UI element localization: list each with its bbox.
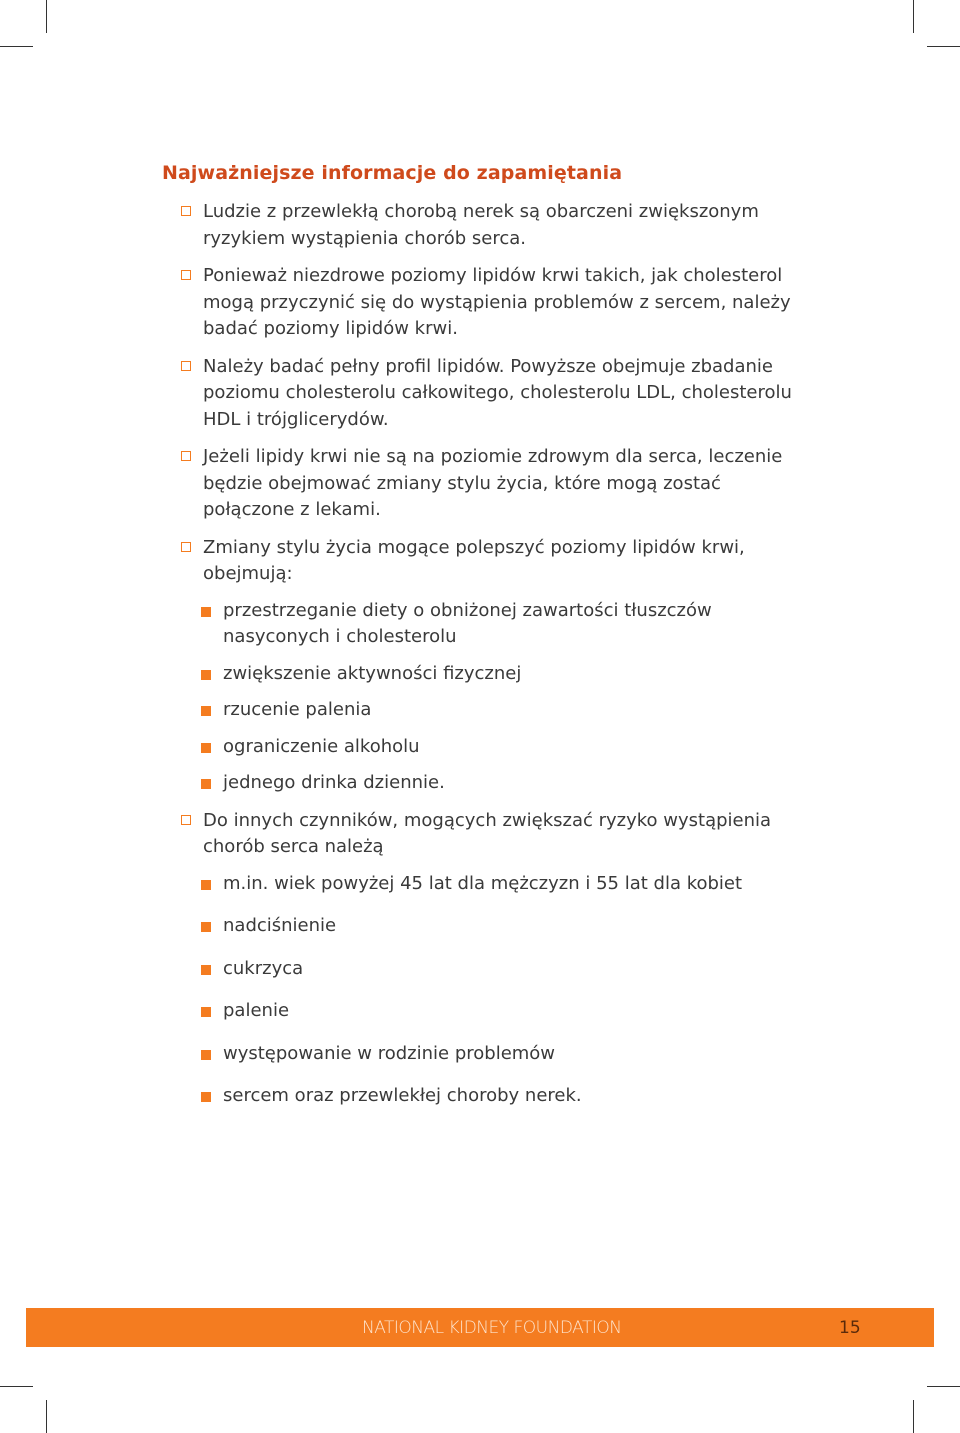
list-item-text: Ponieważ niezdrowe poziomy lipidów krwi takich, jak cholesterol mogą przyczynić się do wystąpienia problemów z sercem, należy badać poziomy lipidów krwi.	[203, 265, 791, 339]
checkbox-bullet-icon	[181, 542, 191, 552]
checkbox-bullet-icon	[181, 270, 191, 280]
sublist-item-text: jednego drinka dziennie.	[223, 772, 445, 793]
square-bullet-icon	[201, 779, 211, 789]
sublist-item	[0, 956, 800, 983]
sublist-item-text: palenie	[223, 1000, 290, 1021]
crop-mark-bottom-right-vertical	[913, 1400, 914, 1433]
crop-mark-bottom-left-vertical	[46, 1400, 47, 1433]
sublist-item-text: sercem oraz przewlekłej choroby nerek.	[223, 1085, 582, 1106]
sublist-item	[0, 598, 800, 651]
sublist-item	[0, 871, 800, 898]
list-item	[0, 808, 960, 1110]
sublist-item	[0, 697, 800, 724]
list-item-text: Do innych czynników, mogących zwiększać ryzyko wystąpienia chorób serca należą	[203, 809, 772, 857]
sublist-item	[0, 1083, 800, 1110]
sublist-item-text: rzucenie palenia	[223, 699, 372, 720]
square-bullet-icon	[201, 1007, 211, 1017]
list-item-text: Jeżeli lipidy krwi nie są na poziomie zdrowym dla serca, leczenie będzie obejmować zmiany stylu życia, które mogą zostać połączone z lekami.	[203, 446, 783, 520]
crop-mark-top-right-horizontal	[927, 46, 960, 47]
square-bullet-icon	[201, 880, 211, 890]
sublist-item	[0, 998, 800, 1025]
square-bullet-icon	[201, 965, 211, 975]
sublist-item-text: przestrzeganie diety o obniżonej zawartości tłuszczów nasyconych i cholesterolu	[223, 599, 712, 647]
sublist-item	[0, 770, 800, 797]
checkbox-bullet-icon	[181, 206, 191, 216]
footer-organization: NATIONAL KIDNEY FOUNDATION	[362, 1318, 622, 1338]
page-number: 15	[839, 1318, 861, 1338]
list-item	[0, 199, 960, 252]
square-bullet-icon	[201, 706, 211, 716]
list-item	[0, 263, 960, 343]
checkbox-bullet-icon	[181, 361, 191, 371]
crop-mark-top-left-vertical	[46, 0, 47, 33]
risk-factors-sublist	[203, 871, 800, 1110]
sublist-item-text: występowanie w rodzinie problemów	[223, 1042, 556, 1064]
key-points-list	[0, 199, 960, 1126]
list-item-text: Zmiany stylu życia mogące polepszyć poziomy lipidów krwi, obejmują:	[203, 536, 745, 584]
lifestyle-changes-sublist	[203, 598, 800, 797]
list-item-text: Należy badać pełny profil lipidów. Powyższe obejmuje zbadanie poziomu cholesterolu całkowitego, cholesterolu LDL, cholesterolu HDL i trójglicerydów.	[203, 355, 792, 430]
sublist-item-text: zwiększenie aktywności fizycznej	[223, 662, 522, 684]
checkbox-bullet-icon	[181, 815, 191, 825]
sublist-item-text: ograniczenie alkoholu	[223, 735, 420, 757]
sublist-item-text: nadciśnienie	[223, 915, 337, 936]
square-bullet-icon	[201, 743, 211, 753]
section-heading: Najważniejsze informacje do zapamiętania	[162, 162, 623, 184]
list-item	[0, 535, 960, 797]
sublist-item	[0, 913, 800, 940]
square-bullet-icon	[201, 1050, 211, 1060]
list-item	[0, 354, 960, 434]
checkbox-bullet-icon	[181, 451, 191, 461]
list-item-text: Ludzie z przewlekłą chorobą nerek są obarczeni zwiększonym ryzykiem wystąpienia chorób serca.	[203, 201, 759, 249]
crop-mark-bottom-right-horizontal	[927, 1386, 960, 1387]
square-bullet-icon	[201, 607, 211, 617]
sublist-item	[0, 661, 800, 688]
footer-bar	[26, 1308, 934, 1347]
sublist-item	[0, 734, 800, 761]
sublist-item-text: m.in. wiek powyżej 45 lat dla mężczyzn i 55 lat dla kobiet	[223, 872, 743, 894]
crop-mark-bottom-left-horizontal	[0, 1386, 33, 1387]
square-bullet-icon	[201, 670, 211, 680]
square-bullet-icon	[201, 1092, 211, 1102]
list-item	[0, 444, 960, 524]
sublist-item	[0, 1041, 800, 1068]
crop-mark-top-right-vertical	[913, 0, 914, 33]
crop-mark-top-left-horizontal	[0, 46, 33, 47]
square-bullet-icon	[201, 922, 211, 932]
sublist-item-text: cukrzyca	[223, 957, 304, 979]
